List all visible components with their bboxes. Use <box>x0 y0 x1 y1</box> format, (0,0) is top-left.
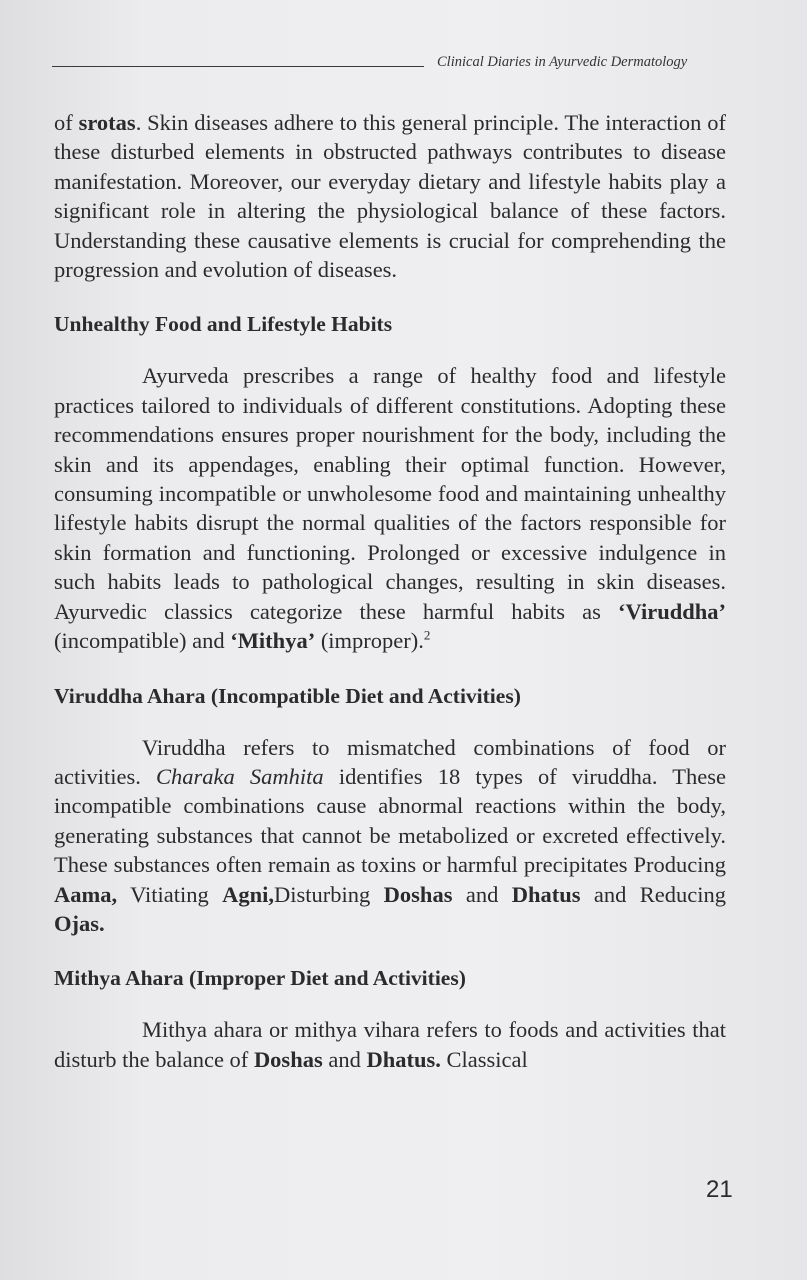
term-doshas: Doshas <box>383 881 453 907</box>
text-run: and <box>452 881 512 907</box>
running-head: Clinical Diaries in Ayurvedic Dermatology <box>437 54 688 70</box>
text-run: identifies 18 types of viruddha. These incompatible combinations cause abnormal reactions within the body, generating substances that cannot be metabolized or excreted effectively. These substances often remain as toxins or harmful precipitates Producing <box>54 763 726 878</box>
term-dhatus: Dhatus <box>511 881 581 907</box>
text-run: and <box>322 1046 367 1072</box>
text-run: Mithya ahara or mithya vihara refers to foods and activities that disturb the balance of <box>54 1017 726 1072</box>
text-run: Classical <box>440 1046 528 1072</box>
paragraph-viruddha-ahara <box>54 733 726 939</box>
title-charaka-samhita: Charaka Samhita <box>156 763 324 789</box>
page-number: 21 <box>706 1176 733 1203</box>
term-viruddha: ‘Viruddha’ <box>618 598 726 624</box>
term-doshas: Doshas <box>253 1046 323 1072</box>
term-srotas: srotas <box>78 110 136 135</box>
text-run: (incompatible) and <box>54 628 231 654</box>
footnote-ref: 2 <box>423 627 431 643</box>
text-run: and Reducing <box>580 881 726 907</box>
text-run: Vitiating <box>117 881 223 907</box>
paragraph-unhealthy-food <box>54 361 726 655</box>
page-body <box>54 108 726 1074</box>
text-run: Viruddha refers to mismatched combinations of food or activities. <box>54 734 726 789</box>
text-run: Ayurveda prescribes a range of healthy food and lifestyle practices tailored to individuals of different constitutions. Adopting these recommendations ensures proper nourishment for the body, including the skin and its appendages, enabling their optimal function. However, consuming incompatible or unwholesome food and maintaining unhealthy lifestyle habits disrupt the normal qualities of the factors responsible for skin formation and functioning. Prolonged or excessive indulgence in such habits leads to pathological changes, resulting in skin diseases. Ayurvedic classics categorize these harmful habits as <box>54 363 726 624</box>
term-mithya: ‘Mithya’ <box>230 628 316 654</box>
term-agni: Agni, <box>222 881 275 907</box>
heading-unhealthy-food: Unhealthy Food and Lifestyle Habits <box>54 312 393 337</box>
text-run: . Skin diseases adhere to this general principle. The interaction of these disturbed elements in obstructed pathways contributes to disease manifestation. Moreover, our everyday dietary and lifestyle habits play a significant role in altering the physiological balance of these factors. Understanding these causative elements is crucial for comprehending the progression and evolution of diseases. <box>54 110 726 283</box>
text-run: of <box>54 110 79 135</box>
header-rule <box>52 66 424 67</box>
text-run: (improper). <box>315 628 424 654</box>
term-aama: Aama, <box>54 881 118 907</box>
term-ojas: Ojas. <box>54 910 105 936</box>
paragraph-mithya-ahara <box>54 1015 726 1074</box>
text-run: Disturbing <box>274 881 384 907</box>
heading-viruddha-ahara: Viruddha Ahara (Incompatible Diet and Activities) <box>54 683 521 708</box>
heading-mithya-ahara: Mithya Ahara (Improper Diet and Activities) <box>54 966 466 991</box>
term-dhatus: Dhatus. <box>366 1046 441 1072</box>
paragraph-intro <box>54 108 726 284</box>
